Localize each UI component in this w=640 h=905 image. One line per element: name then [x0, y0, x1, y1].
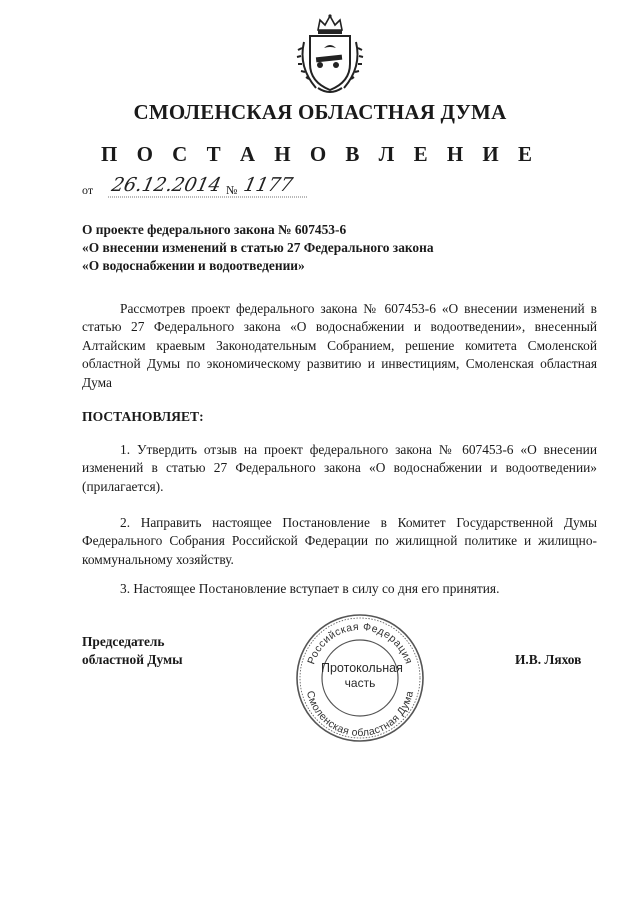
organization-title: СМОЛЕНСКАЯ ОБЛАСТНАЯ ДУМА	[133, 100, 507, 124]
stamp-center-text	[321, 661, 403, 691]
signatory-title-line: Председатель	[82, 634, 165, 649]
stamp-center-line: часть	[344, 676, 376, 690]
stamp-ring-bottom-text: Смоленская областная Дума	[303, 689, 417, 740]
subject-line: О проекте федерального закона № 607453-6	[82, 222, 347, 237]
date-number-line	[82, 174, 342, 200]
stamp-ring-top-text: Российская Федерация	[305, 620, 415, 666]
stamp-center-line: Протокольная	[321, 661, 403, 675]
svg-text:Смоленская областная Дума	[304, 690, 416, 739]
decree-label: ПОСТАНОВЛЯЕТ:	[82, 409, 204, 424]
number-sign-label: №	[226, 183, 238, 197]
decree-item-1: 1. Утвердить отзыв на проект федерального закона № 607453-6 «О внесении изменений в статью 27 Федерального закона «О водоснабжении и водоотведении» (прилагается).	[82, 442, 597, 494]
subject-line: «О водоснабжении и водоотведении»	[82, 258, 305, 273]
preamble-paragraph: Рассмотрев проект федерального закона № 607453-6 «О внесении изменений в статью 27 Федерального закона «О водоснабжении и водоотведении», внесенный Алтайским краевым Законодательным Собранием, решение комитета Смоленской областной Думы по экономическому развитию и инвестициям, Смоленская областная Дума	[82, 301, 597, 390]
coat-of-arms-icon	[296, 12, 364, 96]
signatory-name: И.В. Ляхов	[515, 652, 582, 667]
document-type-heading: П О С Т А Н О В Л Е Н И Е	[100, 142, 539, 166]
handwritten-number: 1177	[241, 174, 295, 196]
date-underline	[108, 195, 308, 199]
signatory-title	[82, 633, 183, 669]
subject-line: «О внесении изменений в статью 27 Федерального закона	[82, 240, 434, 255]
date-from-label: от	[82, 183, 94, 197]
document-subject	[82, 221, 582, 275]
decree-item-2: 2. Направить настоящее Постановление в Комитет Государственной Думы Федерального Собрания Российской Федерации по жилищной политике и жилищно-коммунальному хозяйству.	[82, 515, 597, 567]
official-stamp	[294, 612, 426, 744]
signatory-title-line: областной Думы	[82, 652, 183, 667]
decree-item-3: 3. Настоящее Постановление вступает в силу со дня его принятия.	[120, 581, 500, 596]
handwritten-date: 26.12.2014	[109, 174, 224, 196]
